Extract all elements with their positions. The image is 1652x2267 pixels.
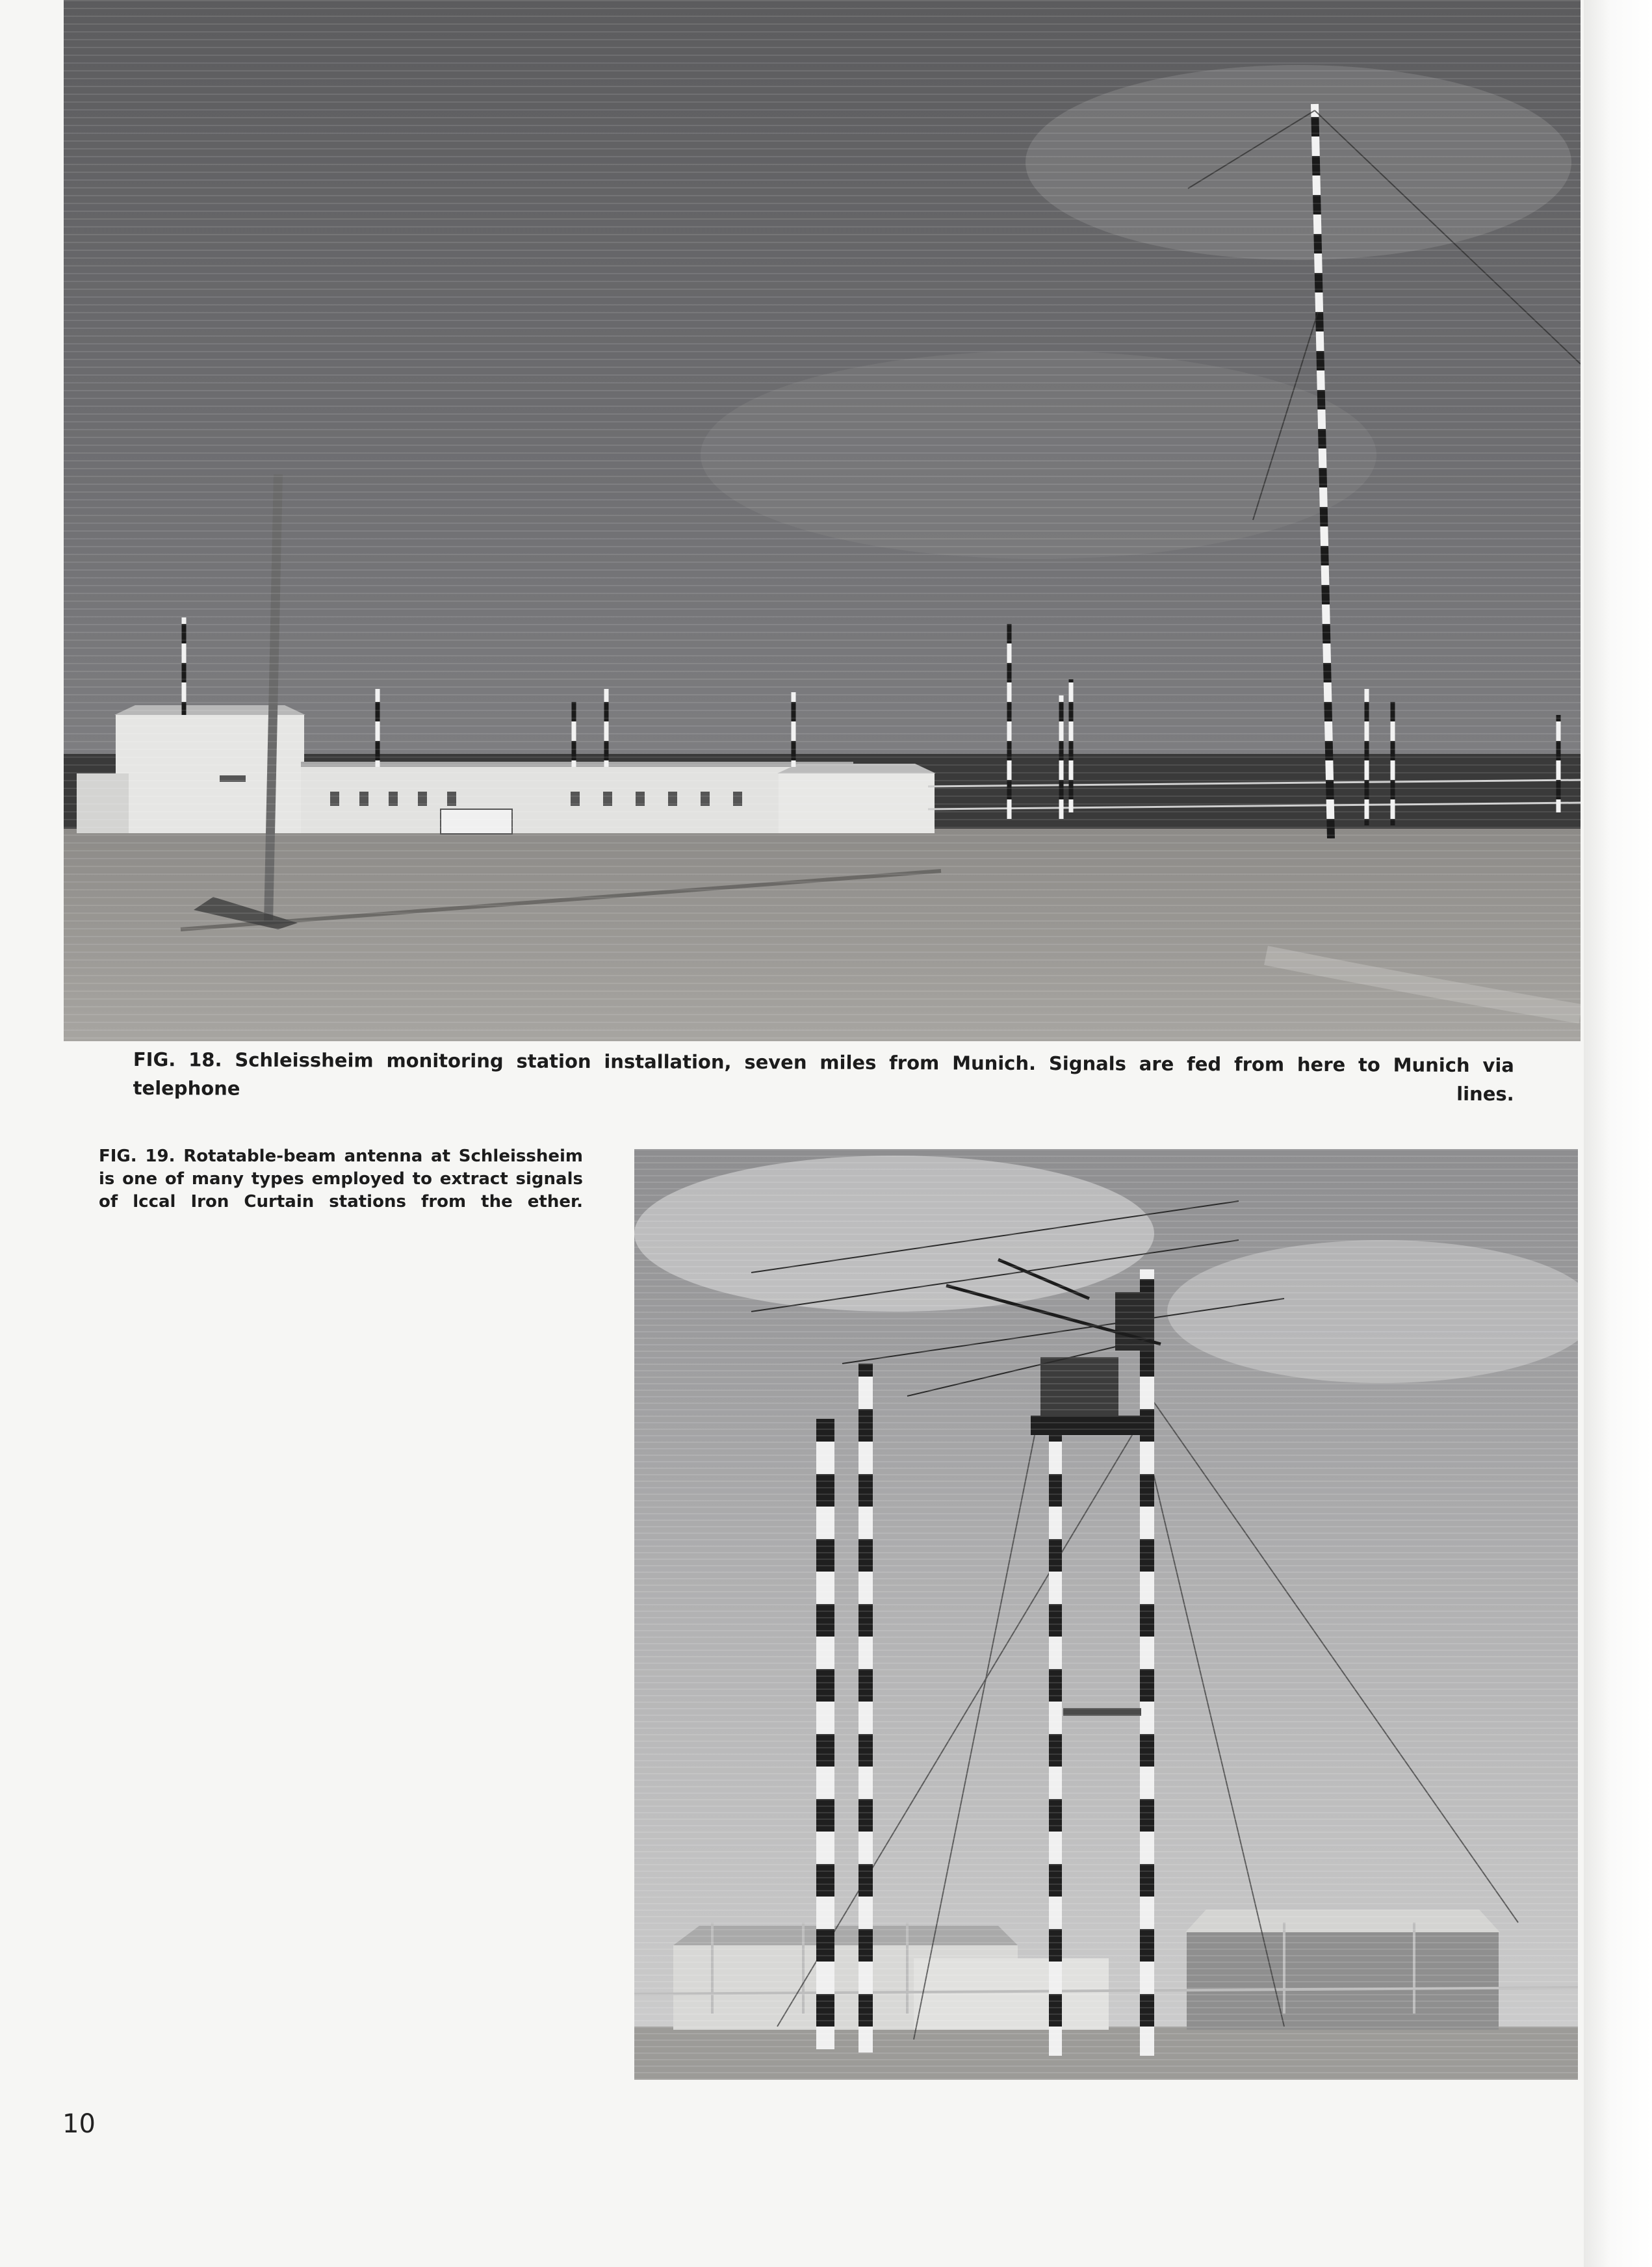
page-edge-shadow xyxy=(1584,0,1652,2267)
fig19-caption-line: of lccal Iron Curtain stations from the ether. xyxy=(99,1192,583,1211)
page-number: 10 xyxy=(62,2109,96,2139)
photo-schleissheim-station xyxy=(64,0,1581,1041)
fig19-caption-line: is one of many types employed to extract signals xyxy=(99,1169,583,1189)
fig18-photo-illustration xyxy=(64,0,1581,1041)
fig19-caption xyxy=(99,1145,583,1213)
photo-rotatable-beam-antenna xyxy=(634,1149,1578,2080)
fig18-caption: FIG. 18. Schleissheim monitoring station installation, seven miles from Munich. Signals are fed from here to Munich via telephone lines. xyxy=(133,1048,1514,1106)
fig19-photo-illustration xyxy=(634,1149,1578,2080)
fig19-caption-line: FIG. 19. Rotatable-beam antenna at Schleissheim xyxy=(99,1146,583,1166)
